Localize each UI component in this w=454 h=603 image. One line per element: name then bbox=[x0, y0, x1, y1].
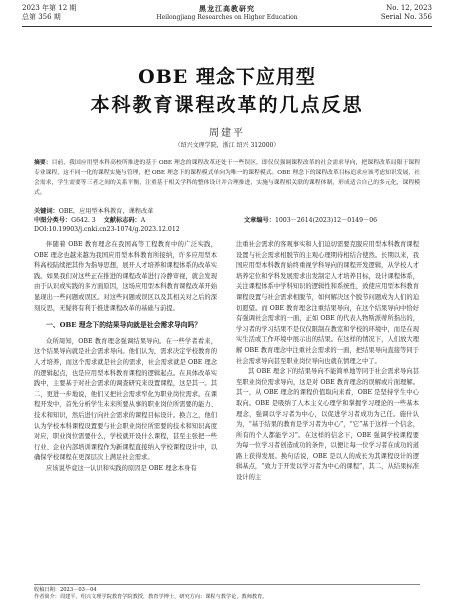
article-no-label: 文章编号： bbox=[244, 217, 275, 224]
journal-title-en: Heilongjiang Researches on Higher Education bbox=[156, 14, 298, 21]
body-column-right bbox=[236, 240, 419, 484]
keywords-text: OBE，应用型本科教育，课程改革 bbox=[58, 208, 154, 215]
doc-code-label: 文献标志码： bbox=[103, 217, 141, 224]
header-rule bbox=[22, 26, 432, 27]
issue-number-en: No. 12, 2023 bbox=[386, 4, 432, 12]
keywords-line bbox=[34, 207, 420, 216]
article-no-value: 1003－2614(2023)12－0149－06 bbox=[274, 217, 378, 224]
issue-label: 2023 年第 12 期 bbox=[22, 4, 77, 12]
abstract-text: 目前，我国应用型本科高校所推进的基于 OBE 理念的课程改革还处于一些误区，即仅仅强调课程改革的社会需求导向，把课程改革局限于课程专业课程，这不同一化的课程实施与管理，把 OBE 理念下的课程模式单向为唯一的课程模式。OBE 理念下的课程改革目标追求应该考虑知识发展，社会需求，学生需要等三者之间的关系平衡，注重基于相关学科的整体设计并合理推进，实施与课程相关联的课程体制，形成适合自己的多元化，课程模式。 bbox=[34, 160, 420, 196]
abstract-label: 摘要： bbox=[34, 160, 52, 166]
total-issue-label: 总第 356 期 bbox=[22, 13, 61, 21]
body-column-left bbox=[34, 240, 217, 474]
article-title-line1: OBE 理念下应用型 bbox=[138, 66, 316, 88]
clc-label: 中图分类号： bbox=[34, 217, 72, 224]
journal-title-cn: 黑龙江高教研究 bbox=[199, 4, 255, 13]
keywords-label: 关键词： bbox=[34, 208, 59, 215]
article-title-line2: 本科教育课程改革的几点反思 bbox=[90, 94, 364, 116]
paragraph: 应该说毕竟这一认识和实践的原因是 OBE 理念本身有 bbox=[46, 464, 197, 472]
serial-number-en: Serial No. 356 bbox=[380, 13, 432, 21]
doc-code-value: A bbox=[140, 217, 146, 224]
abstract bbox=[34, 158, 420, 198]
running-header bbox=[22, 4, 432, 26]
author-affiliation: （绍兴文理学院，浙江 绍兴 312000） bbox=[174, 142, 280, 149]
author-name: 周建平 bbox=[209, 128, 245, 139]
footnote: 收稿日期：2023－03－04 作者简介：周建平，绍兴文理学院教育学院教授，教育学博士，研究方向：课程与教学论，教师教育。 bbox=[34, 584, 420, 601]
header-center bbox=[22, 4, 432, 22]
doi-line bbox=[34, 225, 420, 234]
paragraph: 伴随着 OBE 教育理念在我国高等工程教育中的广泛实践，OBE 理念也越来越为我国应用型本科教育所接纳，许多应用型本科高校陆续把其作为指导思想，展开人才培养和课程体系的改革实践。如果我们对这些正在推进的课程改革进行冷静审视，就会发现由于认识或实践的多方面原因，这场应用型本科教育课程改革开始显现出一些问题或误区。对这些问题或误区以及其相关对之后的深刻反思，无疑将有利于推进课程改革的基础与前提。 bbox=[34, 241, 217, 312]
paragraph: 其 OBE 理念下的结果导向不能简单地等同于社会需求导向甚至职业岗位需求导向，这是对 OBE 教育理念的误解或片面理解。其一，从 OBE 理念的课程价值取向来看，OBE 是坚持学生中心取向。OBE 是吸纳了人本主义心理学和掌握学习理论的一些基本理念，强调以学习者为中心，以促进学习者成功为己任。施什认为，“基于结果的教育是学习者为中心”，“它”基于这样一个信念，所有的个人都能学习”。在这样的信念下，OBE 强调学校课程要为每一位学习者创造成功的条件，以便让每一位学习者在成功的道路上获得发展。换句话说，OBE 是以人的成长为其课程设计的逻辑基点，“致力于开发以学习者为中心的课程”，其二，从结果标准设计的主 bbox=[236, 368, 419, 482]
section-heading: 一、OBE 理念下的结果导向就是社会需求导向吗？ bbox=[46, 321, 202, 330]
paragraph: 众所周知，OBE 教育理念强调结果导向。在一些学者看来，这个结果导向就是社会需求导向。他们认为，需求决定学校教育的人才培养，而这个需求就是社会的需求，社会需求就是 OBE 理念的逻辑起点，也是应用型本科教育课程的逻辑起点。在具体改革实践中，主要基于对社会需求的调查研究来设置课程，这是其一。其二，更进一步地说，他们又把社会需求窄化为职业岗位需求。在课程开发中，首先分析学生未来所要从事的职业岗位所需要的能力、技术和知识，然后进行向社会需求的课程目标设计。换言之，他们认为学校本科课程设置要与社会职业岗位所需要的技术和知识高度对应，职业岗位需要什么，学校就开设什么课程，甚至主张把一些行业、企业内部培训课程作为新课程直接纳入学校课程设计中，以确保学校课程在更深层次上满足社会需求。 bbox=[34, 337, 217, 462]
classification-line bbox=[34, 216, 420, 225]
clc-value: G642. 3 bbox=[71, 217, 96, 224]
paragraph: 注重社会需求的客观事实和人们迫切需要克服应用型本科教育课程设置与社会需求相脱节的主观心理期待相结合使然。长期以来，我国应用型本科教育始终重视学科导向的课程开发逻辑，从学校人才培养定位和学科发展需求出发制定人才培养目标，设计课程体系，关注课程体系中学科知识的逻辑性和系统性，致使应用型本科教育课程设置与社会需求相脱节，如何解决这个脱节问题成为人们的迫切愿望。而 OBE 教育理念注重结果导向，在这个结果导向中恰好有强调社会需求的一面，正如 OBE 的代表人物斯派蒂所指出的，学习者的学习结果不是仅仅限制在教室和学校的环境中，而是在现实生活或工作环境中展示出的结果。在这样的情况下，人们放大理解 OBE 教育理念中注重社会需求的一面，把结果导向直接等同于社会需求导向甚至职业岗位导向也就在情理之中了。 bbox=[236, 241, 419, 365]
header-right bbox=[381, 4, 432, 22]
doi: DOI:10.19903/j.cnki.cn23-1074/g.2023.12.012 bbox=[34, 226, 180, 233]
